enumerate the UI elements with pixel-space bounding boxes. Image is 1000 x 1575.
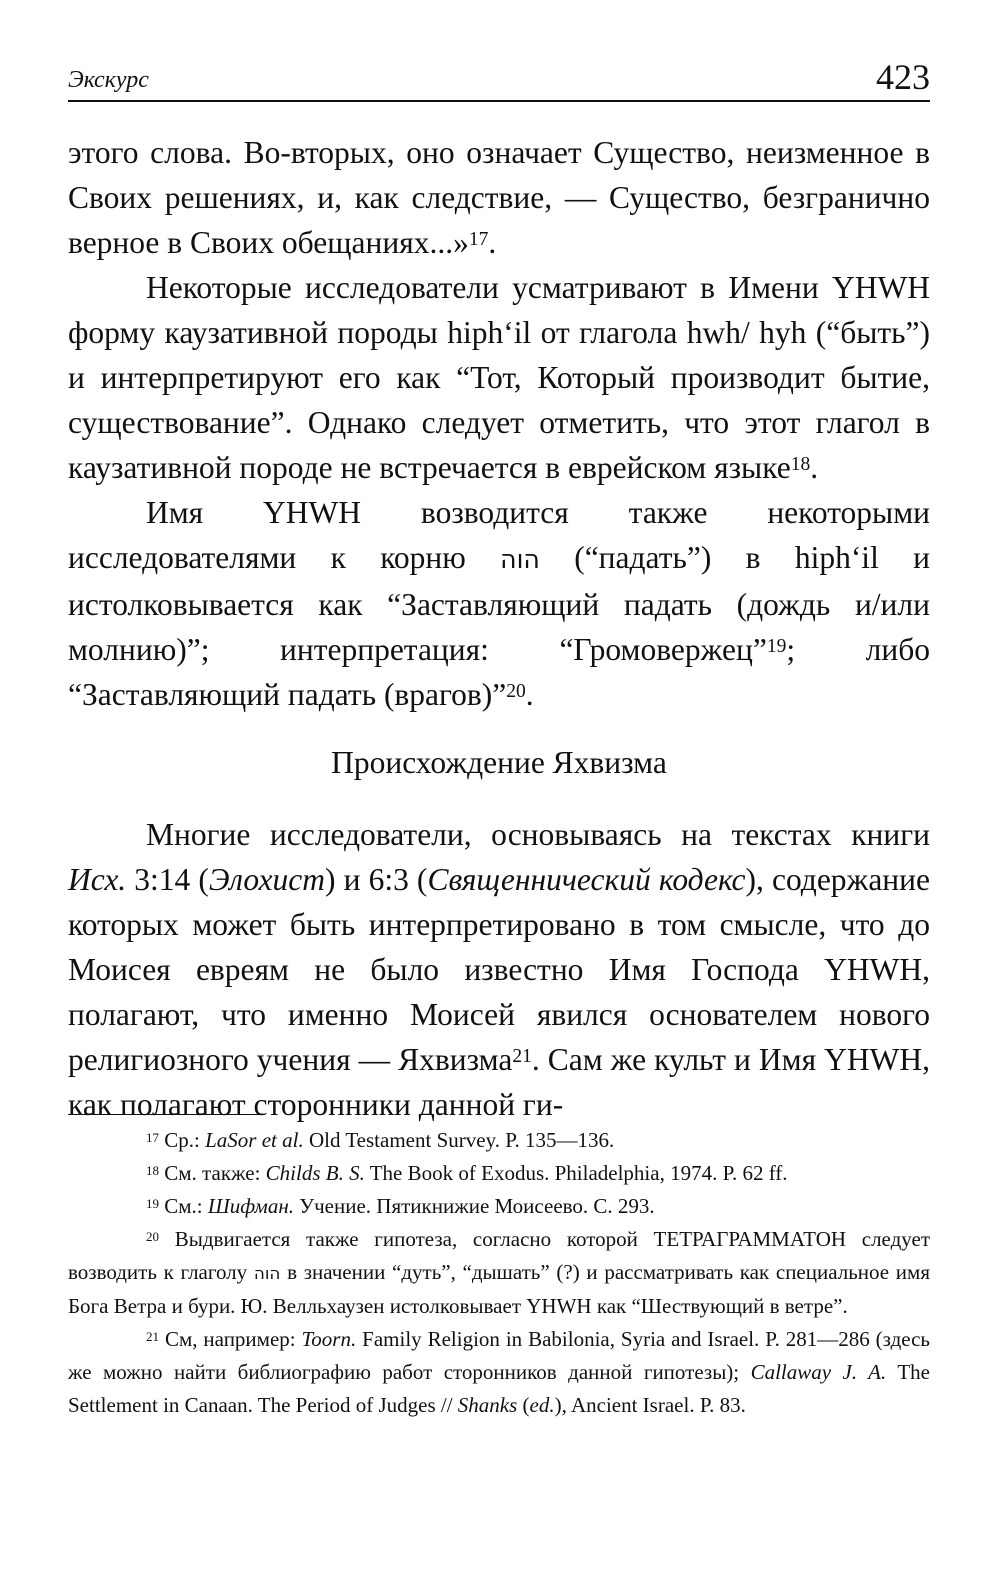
paragraph-text: 3:14 ( xyxy=(126,862,209,897)
footnote-text: Выдвигается также гипотеза, согласно которой ТЕТРАГРАММАТОН следует возводить к глаголу xyxy=(68,1227,930,1284)
paragraph-text: Некоторые исследователи усматривают в Имени YHWH форму каузативной породы hiph‘il от глагола hwh/ hyh (“быть”) и интерпретируют его как “Тот, Который производит бытие, существование”. Однако следует отметить, что этот глагол в каузативной породе не встречается в еврейском языке xyxy=(68,270,930,485)
paragraph-text: ; либо “Заставляющий падать (врагов)” xyxy=(68,632,930,712)
footnote-ref: 18 xyxy=(790,453,811,475)
running-head: Экскурс xyxy=(68,67,149,93)
footnote-number: 19 xyxy=(146,1195,160,1211)
footnote-author: Childs B. S. xyxy=(265,1161,365,1185)
footnote-author: Callaway J. A. xyxy=(750,1360,887,1384)
footnote-number: 20 xyxy=(146,1228,160,1244)
paragraph-text: ), содержание которых может быть интерпретировано в том смысле, что до Моисея евреям не было известно Имя Господа YHWH, полагают, что именно Моисей явился основателем нового религиозного учения — Яхвизма xyxy=(68,862,930,1077)
paragraph-text: Имя YHWH возводится также некоторыми исследователями к корню xyxy=(68,495,930,575)
main-text xyxy=(68,130,930,717)
hebrew-word: הוה xyxy=(253,1263,281,1283)
footnote-author: LaSor et al. xyxy=(205,1128,304,1152)
footnote-text: The Settlement in Canaan. The Period of Judges // xyxy=(68,1360,930,1417)
footnote-text: в значении “дуть”, “дышать” (?) и рассматривать как специальное имя Бога Ветра и бури. Ю. Велльхаузен истолковывает YHWH как “Шествующий в ветре”. xyxy=(68,1260,930,1318)
footnote-text: Family Religion in Babilonia, Syria and Israel. P. 281—286 (здесь же можно найти библиографию работ сторонников данной гипотезы); xyxy=(68,1327,931,1384)
footnote-number: 21 xyxy=(146,1328,160,1344)
section-text xyxy=(68,812,930,1127)
source-name: Священнический кодекс xyxy=(427,862,746,897)
footnote-divider xyxy=(68,1114,263,1115)
footnotes xyxy=(68,1124,930,1422)
footnote-author: Toorn. xyxy=(301,1327,357,1351)
footnote-text: ( xyxy=(517,1393,530,1417)
footnote-text: См, например: xyxy=(159,1327,302,1351)
footnote-editor: ed. xyxy=(529,1393,555,1417)
footnote-20 xyxy=(68,1223,930,1323)
footnote-author: Шифман. xyxy=(207,1194,294,1218)
page-header xyxy=(68,57,930,102)
paragraph-text: этого слова. Во-вторых, оно означает Существо, неизменное в Своих решениях, и, как следствие, — Существо, безгранично верное в Своих обещаниях...» xyxy=(68,135,930,260)
hebrew-word: הוה xyxy=(500,545,540,574)
book-reference: Исх. xyxy=(68,862,127,897)
paragraph-3 xyxy=(68,490,930,717)
footnote-ref: 20 xyxy=(506,680,526,702)
footnote-ref: 19 xyxy=(766,635,787,657)
footnote-text: Учение. Пятикнижие Моисеево. С. 293. xyxy=(294,1194,655,1218)
punctuation: . xyxy=(488,225,497,260)
footnote-text: The Book of Exodus. Philadelphia, 1974. P. 62 ff. xyxy=(364,1161,788,1185)
paragraph-text: Многие исследователи, основываясь на текстах книги xyxy=(146,817,930,852)
paragraph-text: ) и 6:3 ( xyxy=(325,862,428,897)
footnote-17 xyxy=(68,1124,930,1157)
footnote-author: Shanks xyxy=(457,1393,518,1417)
paragraph-2 xyxy=(68,265,930,490)
punctuation: . xyxy=(810,450,819,485)
footnote-21 xyxy=(68,1323,930,1422)
paragraph-4 xyxy=(68,812,930,1127)
footnote-number: 18 xyxy=(146,1162,160,1178)
paragraph-text: (“падать”) в hiph‘il и истолковывается как “Заставляющий падать (дождь и/или молнию)”; интерпретация: “Громовержец” xyxy=(68,540,930,667)
paragraph-1 xyxy=(68,130,930,265)
footnote-text: Old Testament Survey. P. 135—136. xyxy=(303,1128,615,1152)
footnote-text: ), Ancient Israel. P. 83. xyxy=(554,1393,746,1417)
source-name: Элохист xyxy=(208,862,326,897)
footnote-ref: 21 xyxy=(512,1045,532,1067)
footnote-ref: 17 xyxy=(468,228,489,250)
footnote-text: См.: xyxy=(159,1194,208,1218)
punctuation: . xyxy=(525,677,534,712)
footnote-text: Ср.: xyxy=(159,1128,206,1152)
page-number: 423 xyxy=(876,57,930,97)
footnote-number: 17 xyxy=(146,1129,160,1145)
section-heading: Происхождение Яхвизма xyxy=(331,745,667,780)
footnote-text: См. также: xyxy=(159,1161,266,1185)
footnote-18 xyxy=(68,1157,930,1190)
paragraph-text: . Сам же культ и Имя YHWH, как полагают сторонники данной ги- xyxy=(68,1042,930,1122)
footnote-19 xyxy=(68,1190,930,1223)
